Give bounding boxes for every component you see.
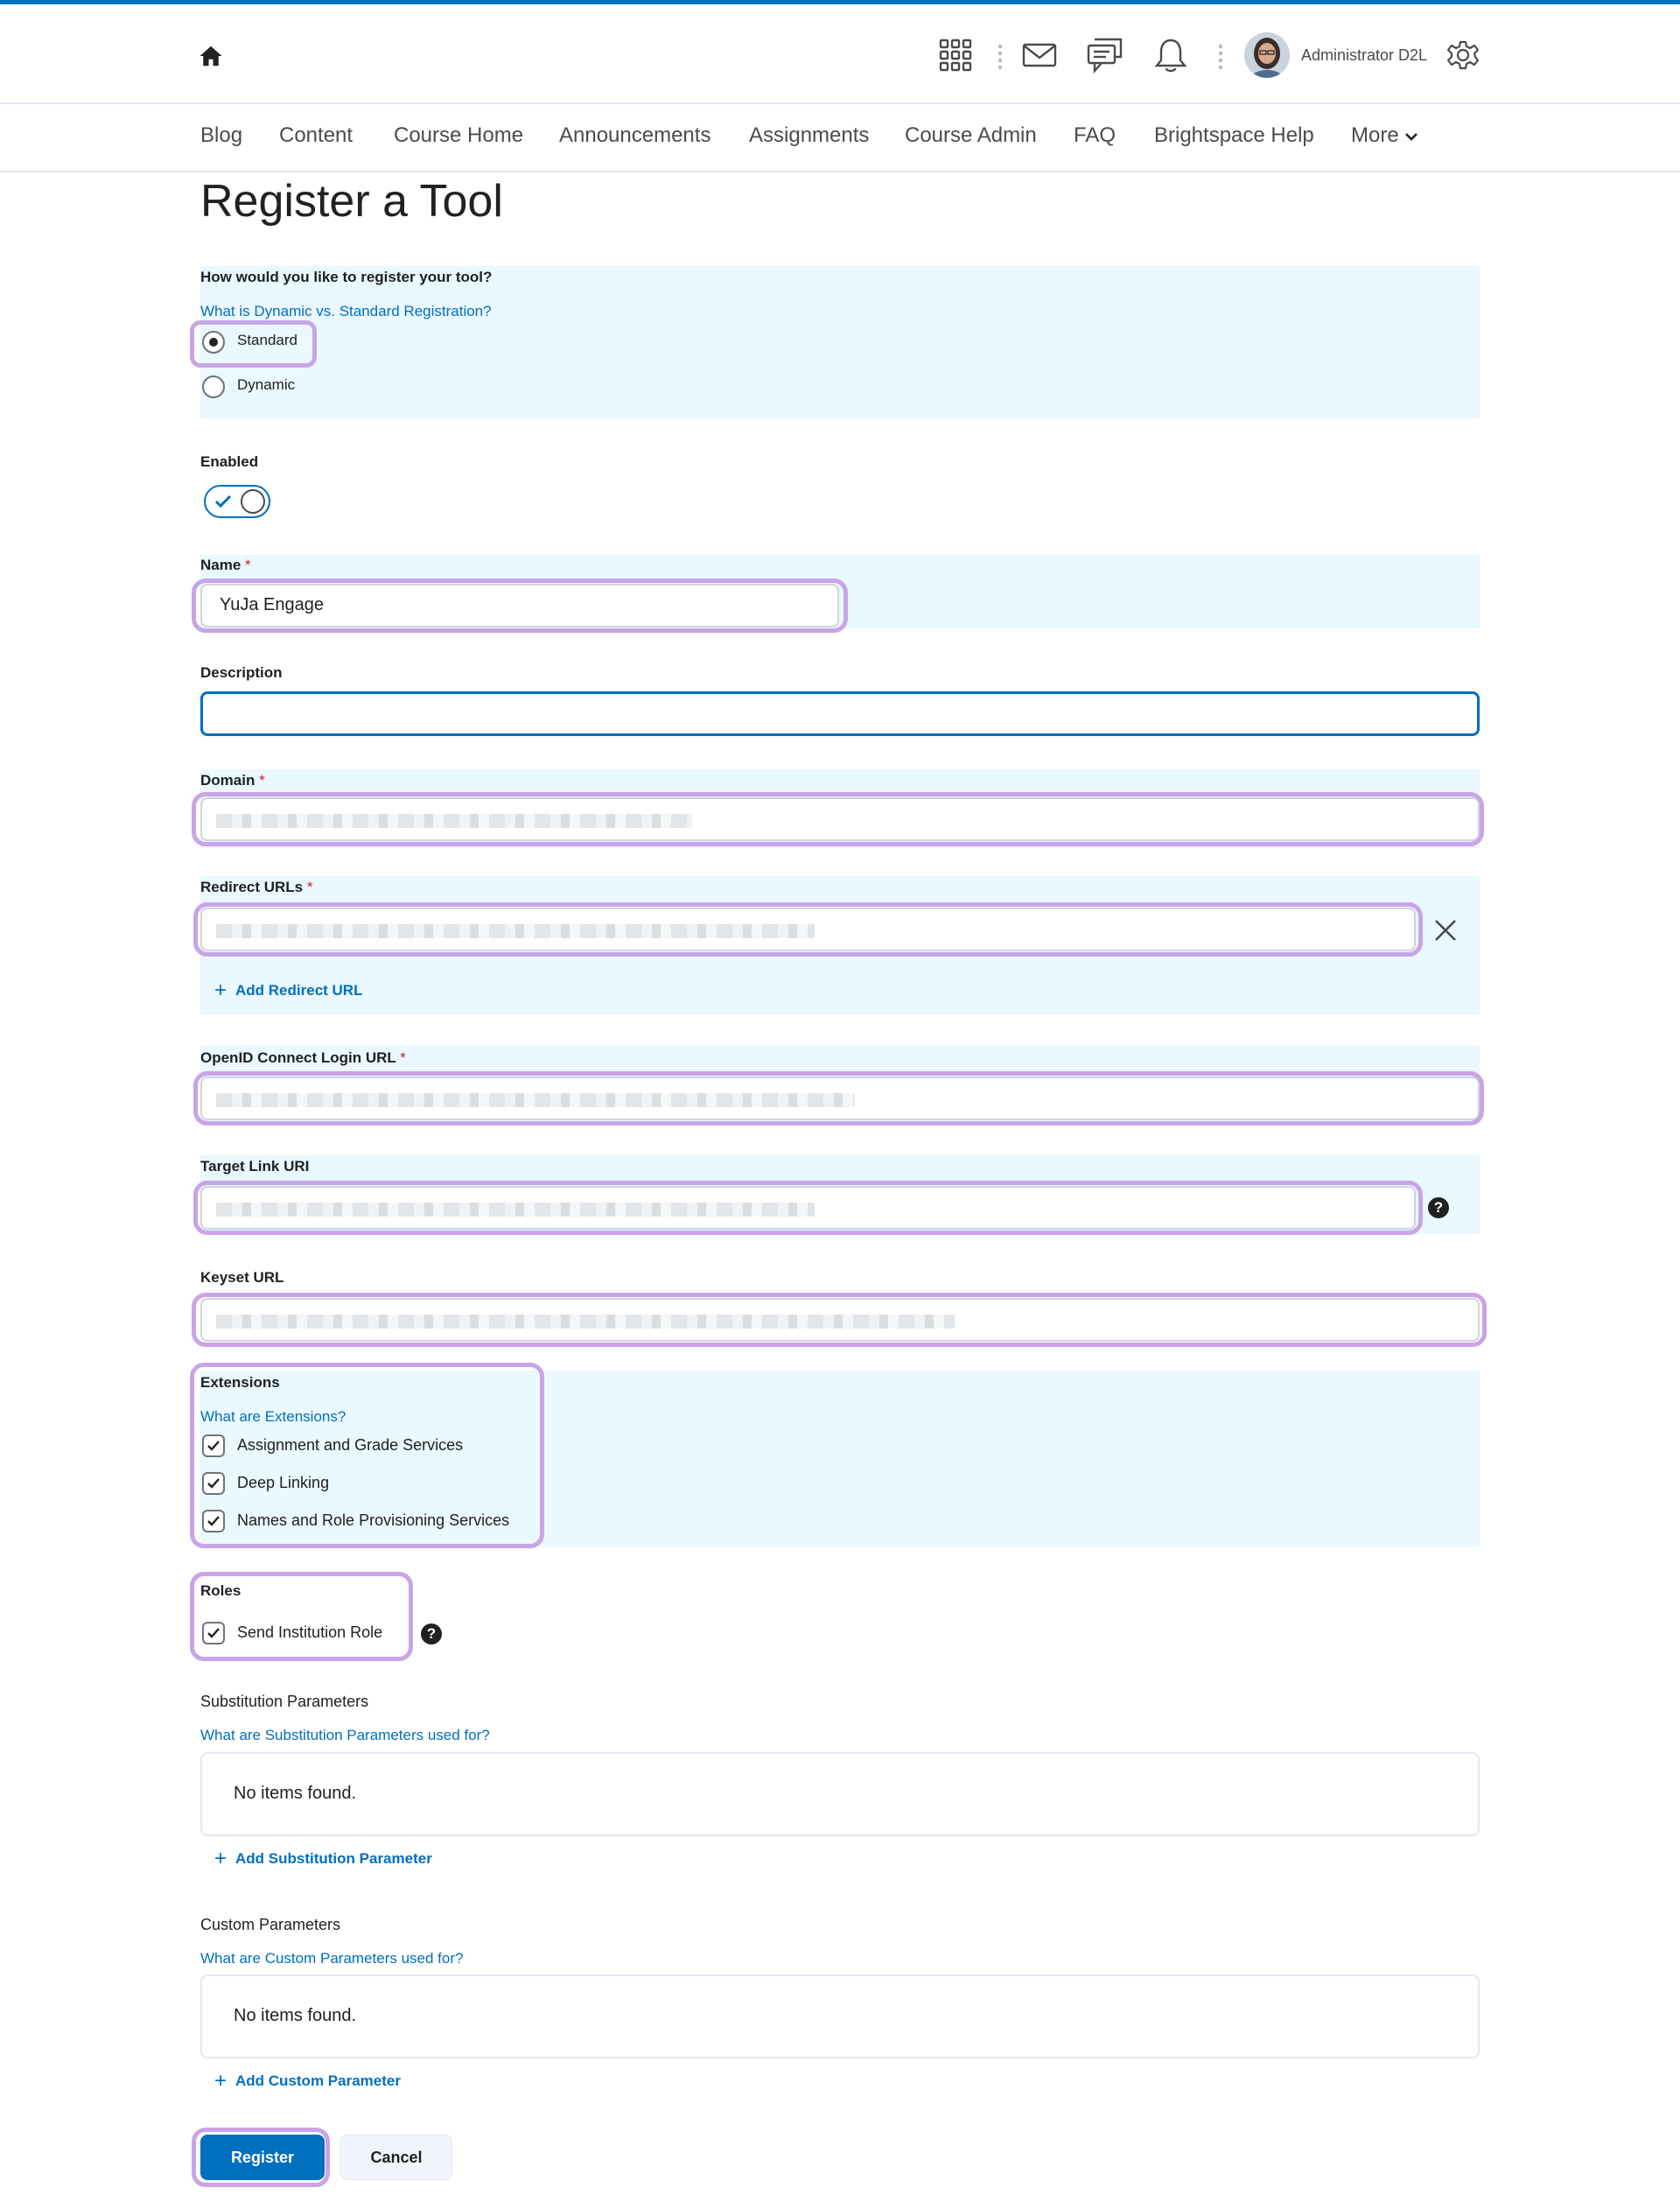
avatar[interactable]: [1244, 32, 1290, 78]
add-custom-parameter-button[interactable]: + Add Custom Parameter: [214, 2069, 401, 2093]
empty-message: No items found.: [234, 2006, 357, 2025]
redirect-url-input[interactable]: [200, 908, 1416, 951]
enabled-label: Enabled: [200, 453, 259, 470]
checkmark-icon: [206, 1514, 220, 1528]
nav-item-blog[interactable]: Blog: [200, 123, 243, 147]
keyset-url-input[interactable]: [200, 1298, 1480, 1342]
oidc-label: OpenID Connect Login URL *: [200, 1049, 406, 1066]
checkmark-icon: [206, 1439, 220, 1453]
redacted-value: [216, 924, 815, 938]
redacted-value: [216, 1315, 955, 1329]
name-input[interactable]: YuJa Engage: [200, 584, 839, 628]
checkbox-assignment-grade-services[interactable]: [202, 1434, 225, 1457]
checkbox-names-role-provisioning[interactable]: [202, 1510, 225, 1532]
top-header: [0, 4, 1680, 104]
redacted-value: [216, 1093, 855, 1107]
nav-item-assignments[interactable]: Assignments: [749, 123, 870, 147]
oidc-login-url-input[interactable]: [200, 1076, 1480, 1120]
substitution-label: Substitution Parameters: [200, 1693, 369, 1710]
add-substitution-parameter-button[interactable]: + Add Substitution Parameter: [214, 1847, 432, 1870]
substitution-list: [200, 1752, 1480, 1836]
chevron-down-icon: [1404, 131, 1418, 142]
checkmark-icon: [206, 1476, 220, 1490]
add-redirect-url-button[interactable]: + Add Redirect URL: [214, 978, 363, 1002]
redacted-value: [216, 814, 692, 828]
domain-input[interactable]: [200, 797, 1480, 841]
custom-label: Custom Parameters: [200, 1916, 341, 1933]
redacted-value: [216, 1203, 815, 1217]
course-navbar: [0, 104, 1680, 172]
registration-panel: [200, 266, 1480, 418]
roles-label: Roles: [200, 1582, 242, 1599]
dynamic-radio[interactable]: [202, 375, 225, 398]
extension-label[interactable]: Names and Role Provisioning Services: [237, 1511, 510, 1529]
standard-radio[interactable]: [202, 331, 225, 354]
standard-label[interactable]: Standard: [237, 332, 298, 348]
plus-icon: +: [214, 2069, 228, 2093]
dynamic-label[interactable]: Dynamic: [237, 376, 296, 393]
send-institution-role-label[interactable]: Send Institution Role: [237, 1623, 383, 1641]
chat-icon[interactable]: [1086, 36, 1124, 74]
plus-icon: +: [214, 1847, 228, 1870]
nav-more-label: More: [1351, 123, 1399, 147]
custom-list: [200, 1974, 1480, 2058]
registration-question: How would you like to register your tool?: [200, 269, 493, 285]
page-title: Register a Tool: [200, 176, 503, 227]
name-label: Name *: [200, 557, 251, 573]
nav-item-brightspace-help[interactable]: Brightspace Help: [1154, 123, 1314, 147]
custom-help-link[interactable]: What are Custom Parameters used for?: [200, 1950, 464, 1967]
extensions-help-link[interactable]: What are Extensions?: [200, 1408, 346, 1425]
nav-item-content[interactable]: Content: [279, 123, 354, 147]
mail-icon[interactable]: [1020, 36, 1059, 74]
keyset-label: Keyset URL: [200, 1269, 284, 1286]
waffle-icon[interactable]: [936, 36, 975, 74]
bell-icon[interactable]: [1152, 36, 1190, 74]
toggle-knob: [241, 489, 265, 514]
nav-item-course-home[interactable]: Course Home: [394, 123, 524, 147]
description-label: Description: [200, 664, 283, 681]
redirect-label: Redirect URLs *: [200, 879, 313, 895]
nav-item-course-admin[interactable]: Course Admin: [905, 123, 1037, 147]
help-icon[interactable]: ?: [421, 1623, 442, 1644]
description-input[interactable]: [200, 691, 1480, 736]
nav-item-faq[interactable]: FAQ: [1074, 123, 1116, 147]
radio-selected-dot: [209, 338, 218, 347]
enabled-toggle[interactable]: [204, 485, 270, 518]
user-name[interactable]: Administrator D2L: [1301, 46, 1428, 64]
extensions-label: Extensions: [200, 1374, 280, 1391]
target-label: Target Link URI: [200, 1158, 310, 1175]
help-icon[interactable]: ?: [1428, 1197, 1449, 1218]
domain-label: Domain *: [200, 772, 265, 789]
checkbox-send-institution-role[interactable]: [202, 1622, 225, 1644]
separator: [1219, 43, 1222, 69]
empty-message: No items found.: [234, 1784, 357, 1803]
checkmark-icon: [206, 1626, 220, 1640]
checkbox-deep-linking[interactable]: [202, 1472, 225, 1495]
cancel-button[interactable]: Cancel: [340, 2135, 452, 2180]
remove-redirect-icon[interactable]: [1432, 917, 1459, 943]
separator: [998, 43, 1002, 69]
extension-label[interactable]: Deep Linking: [237, 1474, 330, 1491]
nav-item-announcements[interactable]: Announcements: [559, 123, 711, 147]
plus-icon: +: [214, 978, 228, 1002]
gear-icon[interactable]: [1446, 38, 1480, 73]
registration-help-link[interactable]: What is Dynamic vs. Standard Registration?: [200, 303, 492, 319]
nav-more-menu[interactable]: [1351, 123, 1418, 148]
check-icon: [214, 494, 232, 509]
extension-label[interactable]: Assignment and Grade Services: [237, 1436, 464, 1454]
home-icon[interactable]: [198, 43, 224, 69]
register-button[interactable]: Register: [200, 2135, 325, 2180]
substitution-help-link[interactable]: What are Substitution Parameters used for?: [200, 1727, 490, 1743]
target-link-uri-input[interactable]: [200, 1186, 1416, 1230]
